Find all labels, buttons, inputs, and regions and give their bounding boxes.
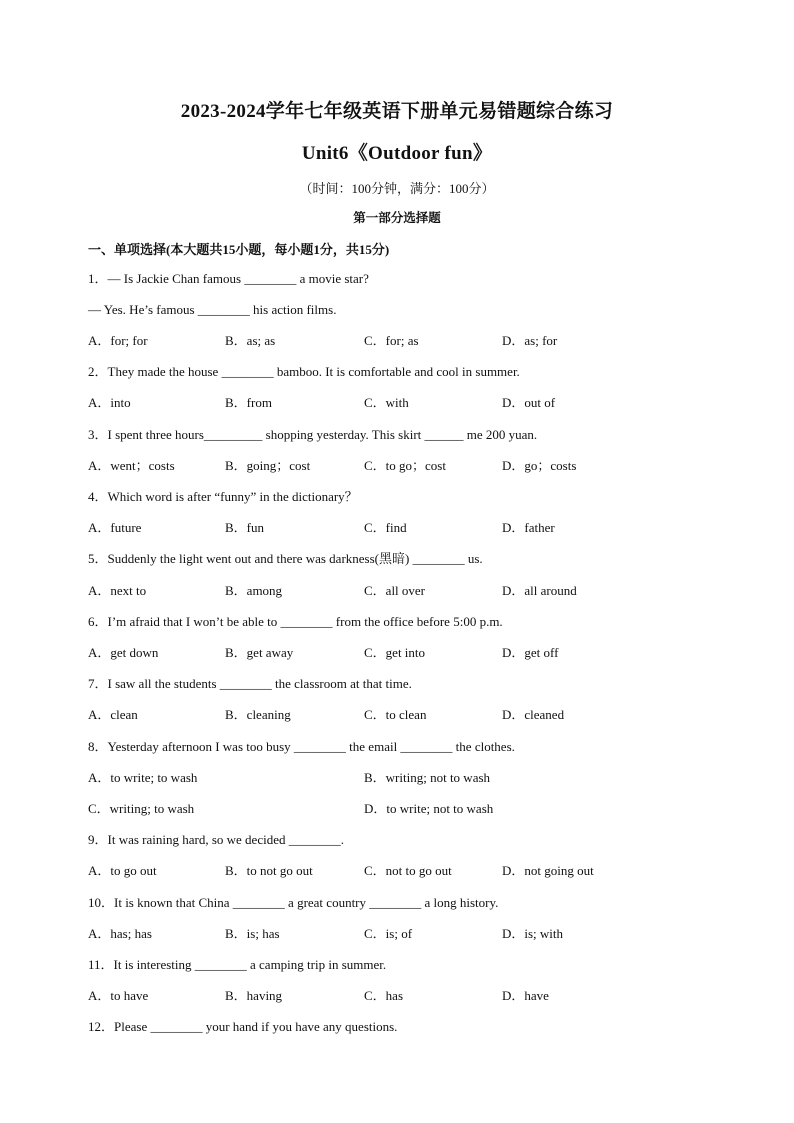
option-a: A．future <box>88 520 142 535</box>
exam-info: （时间：100分钟，满分：100分） <box>299 181 495 196</box>
option-b: B．from <box>225 395 272 410</box>
option-d: D．as; for <box>502 333 558 348</box>
option-a: A．to go out <box>88 863 157 878</box>
option-b: B．as; as <box>225 333 276 348</box>
option-a: A．next to <box>88 583 147 598</box>
option-a: A．get down <box>88 645 159 660</box>
document-title: 2023-2024学年七年级英语下册单元易错题综合练习 <box>180 101 614 122</box>
option-b: B．writing; not to wash <box>364 770 491 785</box>
section-heading: 一、单项选择(本大题共15小题，每小题1分，共15分) <box>88 242 390 257</box>
options-row <box>88 800 728 818</box>
options-row <box>88 862 728 880</box>
option-c: C．to clean <box>364 707 427 722</box>
question-stem: 3．I spent three hours_________ shopping yesterday. This skirt ______ me 200 yuan. <box>88 427 538 442</box>
option-c: C．find <box>364 520 407 535</box>
option-a: A．went；costs <box>88 458 175 473</box>
option-a: A．to write; to wash <box>88 770 198 785</box>
options-row <box>88 457 728 475</box>
option-b: B．among <box>225 583 283 598</box>
unit-title: Unit6《Outdoor fun》 <box>301 143 493 164</box>
question-stem-continued: — Yes. He’s famous ________ his action films. <box>88 302 337 317</box>
question-stem: 11．It is interesting ________ a camping trip in summer. <box>88 957 387 972</box>
options-row <box>88 987 728 1005</box>
question-stem: 5．Suddenly the light went out and there was darkness(黑暗) ________ us. <box>88 551 483 566</box>
option-b: B．is; has <box>225 926 280 941</box>
options-row <box>88 582 728 600</box>
question-stem: 1．— Is Jackie Chan famous ________ a movie star? <box>88 271 369 286</box>
option-b: B．going；cost <box>225 458 311 473</box>
question-stem: 2．They made the house ________ bamboo. It is comfortable and cool in summer. <box>88 364 520 379</box>
options-row <box>88 925 728 943</box>
option-a: A．has; has <box>88 926 152 941</box>
option-c: C．has <box>364 988 404 1003</box>
question-stem: 7．I saw all the students ________ the classroom at that time. <box>88 676 412 691</box>
options-row <box>88 394 728 412</box>
option-c: C．writing; to wash <box>88 801 195 816</box>
question-stem: 10．It is known that China ________ a great country ________ a long history. <box>88 895 499 910</box>
option-b: B．to not go out <box>225 863 313 878</box>
option-d: D．not going out <box>502 863 594 878</box>
option-d: D．all around <box>502 583 577 598</box>
option-c: C．with <box>364 395 409 410</box>
option-b: B．cleaning <box>225 707 291 722</box>
question-stem: 9．It was raining hard, so we decided ________. <box>88 832 344 847</box>
option-a: A．for; for <box>88 333 148 348</box>
option-c: C．get into <box>364 645 426 660</box>
option-c: C．to go；cost <box>364 458 446 473</box>
question-stem: 8．Yesterday afternoon I was too busy ________ the email ________ the clothes. <box>88 739 515 754</box>
option-c: C．not to go out <box>364 863 452 878</box>
options-row <box>88 769 728 787</box>
option-d: D．go；costs <box>502 458 577 473</box>
options-row <box>88 519 728 537</box>
option-c: C．all over <box>364 583 426 598</box>
option-a: A．into <box>88 395 131 410</box>
option-d: D．to write; not to wash <box>364 801 494 816</box>
question-stem: 12．Please ________ your hand if you have any questions. <box>88 1019 398 1034</box>
option-d: D．get off <box>502 645 559 660</box>
question-stem: 6．I’m afraid that I won’t be able to ________ from the office before 5:00 p.m. <box>88 614 503 629</box>
option-a: A．to have <box>88 988 149 1003</box>
option-b: B．get away <box>225 645 294 660</box>
option-b: B．fun <box>225 520 265 535</box>
options-row <box>88 644 728 662</box>
option-c: C．is; of <box>364 926 413 941</box>
option-d: D．have <box>502 988 549 1003</box>
option-d: D．cleaned <box>502 707 565 722</box>
option-d: D．father <box>502 520 555 535</box>
option-d: D．is; with <box>502 926 564 941</box>
option-a: A．clean <box>88 707 138 722</box>
options-row <box>88 332 728 350</box>
option-c: C．for; as <box>364 333 419 348</box>
option-b: B．having <box>225 988 283 1003</box>
question-stem: 4．Which word is after “funny” in the dictionary？ <box>88 489 358 504</box>
options-row <box>88 706 728 724</box>
part-heading: 第一部分选择题 <box>353 211 441 225</box>
option-d: D．out of <box>502 395 556 410</box>
